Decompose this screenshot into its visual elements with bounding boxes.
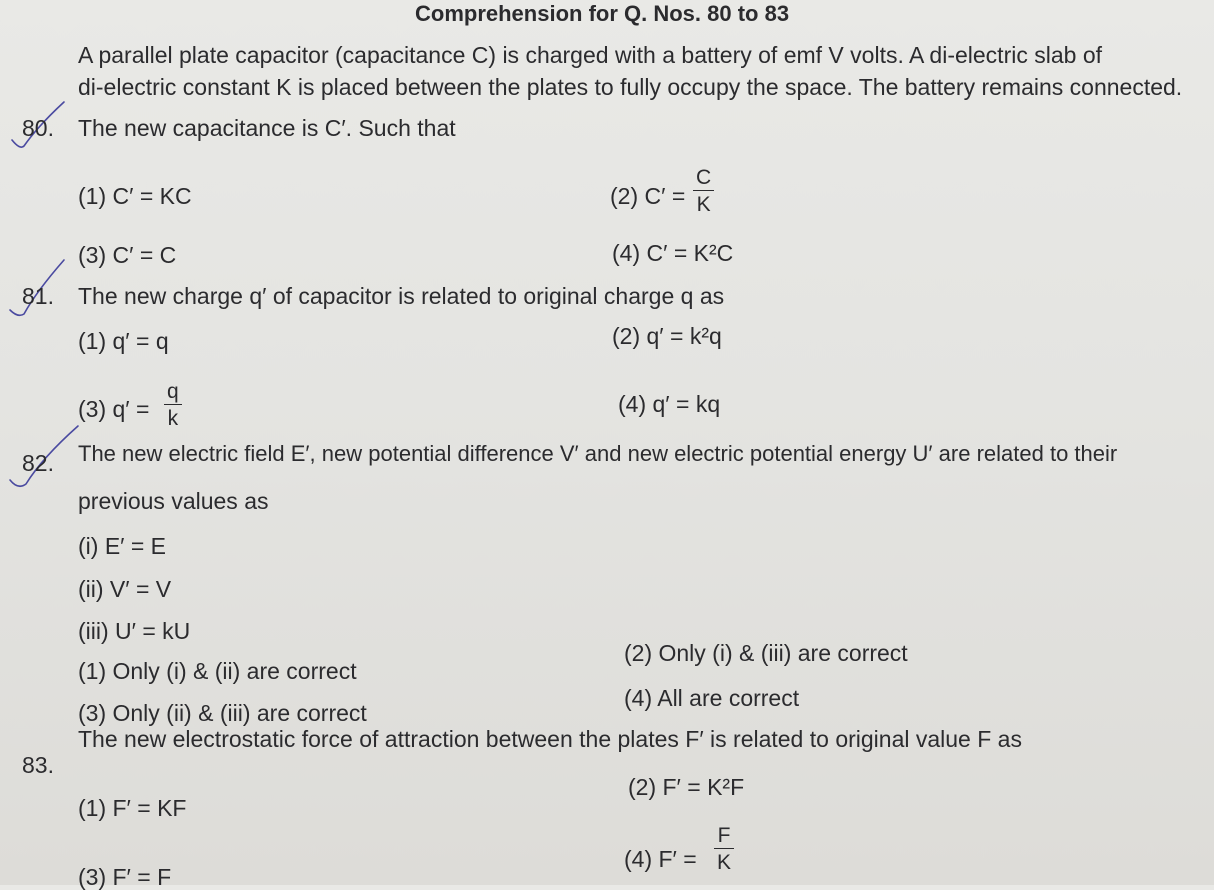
question-80-option-4[interactable]: (4) C′ = K²C	[612, 240, 734, 266]
question-80-text: The new capacitance is C′. Such that	[78, 115, 456, 141]
fraction-denominator: K	[717, 851, 732, 874]
question-81-option-3-label[interactable]: (3) q′ =	[78, 396, 150, 422]
question-81-option-2[interactable]: (2) q′ = k²q	[612, 323, 722, 349]
question-82-number: 82.	[22, 450, 54, 476]
question-82-option-3[interactable]: (3) Only (ii) & (iii) are correct	[78, 700, 367, 726]
question-80-option-3[interactable]: (3) C′ = C	[78, 242, 177, 268]
question-82-statement-1: (i) E′ = E	[78, 533, 167, 559]
question-80-number: 80.	[22, 115, 54, 141]
fraction-bar	[693, 190, 714, 191]
question-81-option-3-fraction	[164, 381, 182, 429]
question-82-statement-3: (iii) U′ = kU	[78, 618, 191, 644]
fraction-denominator: K	[696, 193, 711, 216]
passage-line-2: di-electric constant K is placed between the plates to fully occupy the space. The battery remains connected.	[78, 74, 1183, 100]
passage-line-1: A parallel plate capacitor (capacitance C) is charged with a battery of emf V volts. A di-electric slab of	[78, 42, 1102, 68]
question-81-number: 81.	[22, 283, 54, 309]
fraction-bar	[164, 404, 182, 405]
question-82-text-line-1: The new electric field E′, new potential difference V′ and new electric potential energy U′ are related to their	[78, 441, 1118, 466]
fraction-denominator: k	[167, 407, 179, 430]
question-83-option-4-label[interactable]: (4) F′ =	[624, 846, 697, 872]
question-81-option-1[interactable]: (1) q′ = q	[78, 328, 169, 354]
question-83-option-2[interactable]: (2) F′ = K²F	[628, 774, 745, 800]
question-82-option-1[interactable]: (1) Only (i) & (ii) are correct	[78, 658, 357, 684]
fraction-numerator: C	[696, 166, 712, 189]
question-80-option-1[interactable]: (1) C′ = KC	[78, 183, 192, 209]
question-82-text-line-2: previous values as	[78, 488, 269, 514]
comprehension-heading: Comprehension for Q. Nos. 80 to 83	[415, 1, 790, 26]
question-83-number: 83.	[22, 752, 54, 778]
question-83-option-3[interactable]: (3) F′ = F	[78, 864, 172, 890]
question-83-option-4-fraction	[714, 825, 734, 873]
fraction-numerator: F	[717, 824, 731, 847]
question-83-option-1[interactable]: (1) F′ = KF	[78, 795, 187, 821]
question-81-option-4[interactable]: (4) q′ = kq	[618, 391, 721, 417]
fraction-numerator: q	[167, 380, 179, 403]
question-80-option-2-label[interactable]: (2) C′ =	[610, 183, 686, 209]
question-82-option-4[interactable]: (4) All are correct	[624, 685, 800, 711]
question-82-option-2[interactable]: (2) Only (i) & (iii) are correct	[624, 640, 908, 666]
question-80-option-2-fraction	[693, 167, 714, 215]
question-83-text: The new electrostatic force of attraction between the plates F′ is related to original value F as	[78, 726, 1022, 752]
fraction-bar	[714, 848, 734, 849]
question-81-text: The new charge q′ of capacitor is related to original charge q as	[78, 283, 725, 309]
question-82-statement-2: (ii) V′ = V	[78, 576, 172, 602]
